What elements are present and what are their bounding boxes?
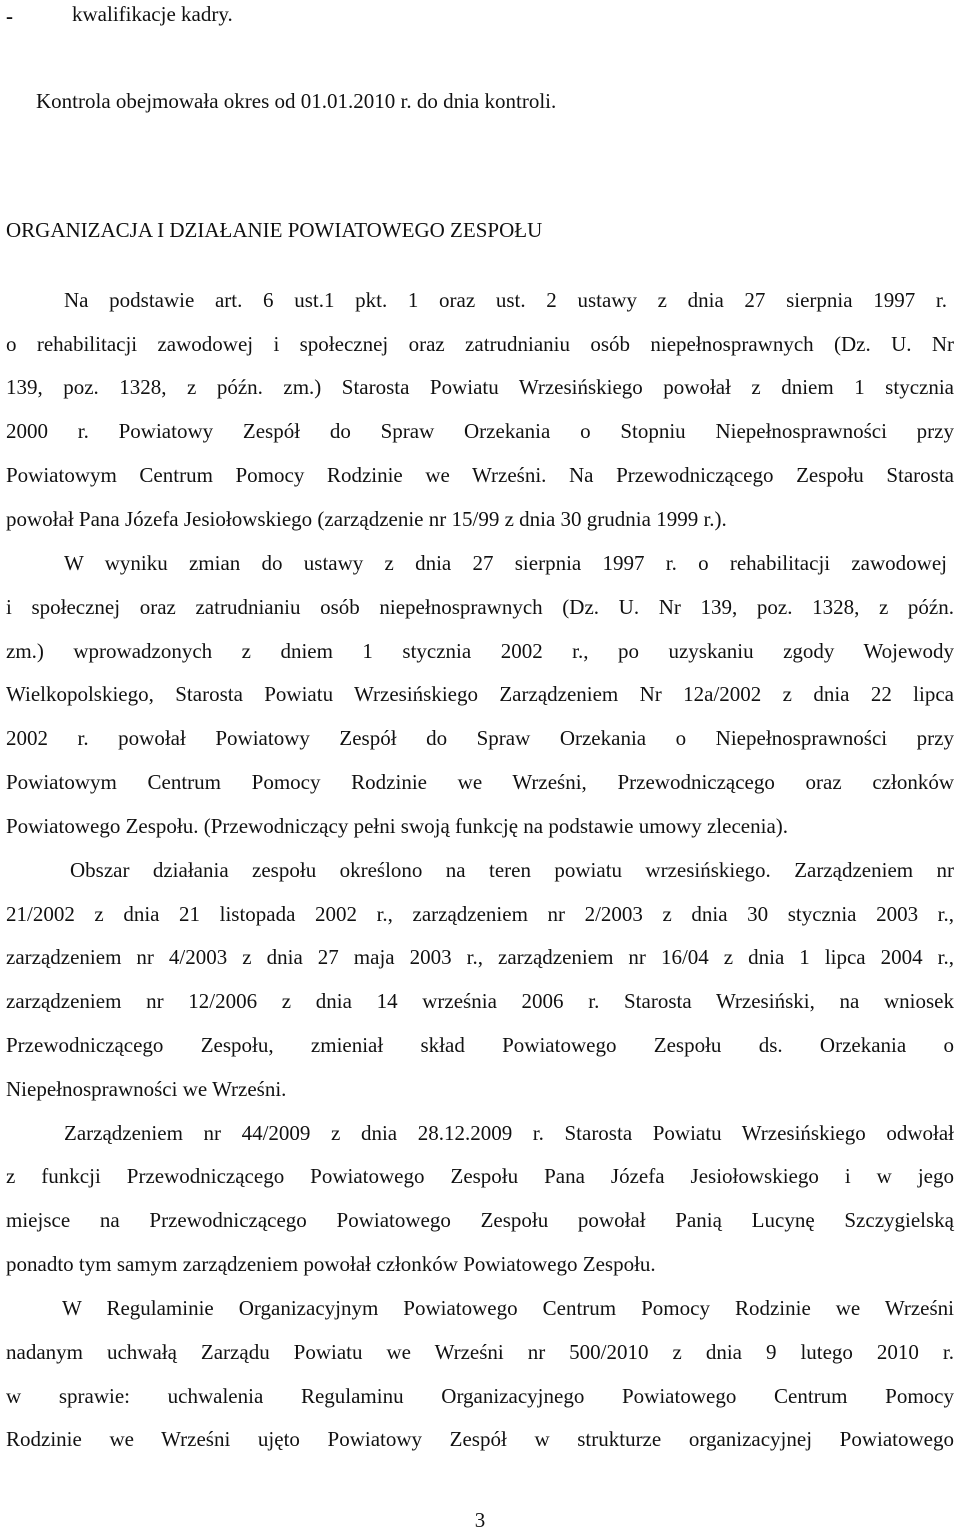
list-item-text: kwalifikacje kadry. (72, 2, 233, 26)
text-line: i społecznej oraz zatrudnianiu osób niepełnosprawnych (Dz. U. Nr 139, poz. 1328, z późn. (6, 595, 954, 619)
text-line: z funkcji Przewodniczącego Powiatowego Zespołu Pana Józefa Jesiołowskiego i w jego (6, 1164, 954, 1188)
text-line: Na podstawie art. 6 ust.1 pkt. 1 oraz ust. 2 ustawy z dnia 27 sierpnia 1997 r. (64, 288, 947, 312)
page-number: 3 (474, 1508, 486, 1532)
text-line: zarządzeniem nr 4/2003 z dnia 27 maja 2003 r., zarządzeniem nr 16/04 z dnia 1 lipca 2004 r., (6, 945, 954, 969)
text-line: Powiatowego Zespołu. (Przewodniczący pełni swoją funkcję na podstawie umowy zlecenia). (6, 814, 789, 838)
text-line: Przewodniczącego Zespołu, zmieniał skład Powiatowego Zespołu ds. Orzekania o (6, 1033, 954, 1057)
control-period-text: Kontrola obejmowała okres od 01.01.2010 r. do dnia kontroli. (36, 89, 557, 113)
text-line: Wielkopolskiego, Starosta Powiatu Wrzesińskiego Zarządzeniem Nr 12a/2002 z dnia 22 lipca (6, 682, 954, 706)
text-line: ponadto tym samym zarządzeniem powołał członków Powiatowego Zespołu. (6, 1252, 656, 1276)
text-line: 139, poz. 1328, z późn. zm.) Starosta Powiatu Wrzesińskiego powołał z dniem 1 stycznia (6, 375, 954, 399)
text-line: w sprawie: uchwalenia Regulaminu Organizacyjnego Powiatowego Centrum Pomocy (6, 1384, 954, 1408)
text-line: W Regulaminie Organizacyjnym Powiatowego Centrum Pomocy Rodzinie we Wrześni (62, 1296, 954, 1320)
text-line: Zarządzeniem nr 44/2009 z dnia 28.12.2009 r. Starosta Powiatu Wrzesińskiego odwołał (64, 1121, 954, 1145)
text-line: Rodzinie we Wrześni ujęto Powiatowy Zespół w strukturze organizacyjnej Powiatowego (6, 1427, 954, 1451)
text-line: o rehabilitacji zawodowej i społecznej oraz zatrudnianiu osób niepełnosprawnych (Dz. U. Nr (6, 332, 954, 356)
text-line: 21/2002 z dnia 21 listopada 2002 r., zarządzeniem nr 2/2003 z dnia 30 stycznia 2003 r., (6, 902, 954, 926)
text-line: 2002 r. powołał Powiatowy Zespół do Spraw Orzekania o Niepełnosprawności przy (6, 726, 954, 750)
text-line: zm.) wprowadzonych z dniem 1 stycznia 2002 r., po uzyskaniu zgody Wojewody (6, 639, 954, 663)
text-line: Powiatowym Centrum Pomocy Rodzinie we Wrześni. Na Przewodniczącego Zespołu Starosta (6, 463, 954, 487)
text-line: nadanym uchwałą Zarządu Powiatu we Wrześni nr 500/2010 z dnia 9 lutego 2010 r. (6, 1340, 954, 1364)
text-line: powołał Pana Józefa Jesiołowskiego (zarządzenie nr 15/99 z dnia 30 grudnia 1999 r.). (6, 507, 727, 531)
text-line: W wyniku zmian do ustawy z dnia 27 sierpnia 1997 r. o rehabilitacji zawodowej (64, 551, 947, 575)
text-line: zarządzeniem nr 12/2006 z dnia 14 września 2006 r. Starosta Wrzesiński, na wniosek (6, 989, 954, 1013)
list-dash: - (6, 4, 13, 28)
text-line: 2000 r. Powiatowy Zespół do Spraw Orzekania o Stopniu Niepełnosprawności przy (6, 419, 954, 443)
text-line: Obszar działania zespołu określono na teren powiatu wrzesińskiego. Zarządzeniem nr (70, 858, 954, 882)
section-heading: ORGANIZACJA I DZIAŁANIE POWIATOWEGO ZESPOŁU (6, 218, 543, 242)
text-line: Powiatowym Centrum Pomocy Rodzinie we Wrześni, Przewodniczącego oraz członków (6, 770, 954, 794)
text-line: Niepełnosprawności we Wrześni. (6, 1077, 287, 1101)
text-line: miejsce na Przewodniczącego Powiatowego Zespołu powołał Panią Lucynę Szczygielską (6, 1208, 954, 1232)
